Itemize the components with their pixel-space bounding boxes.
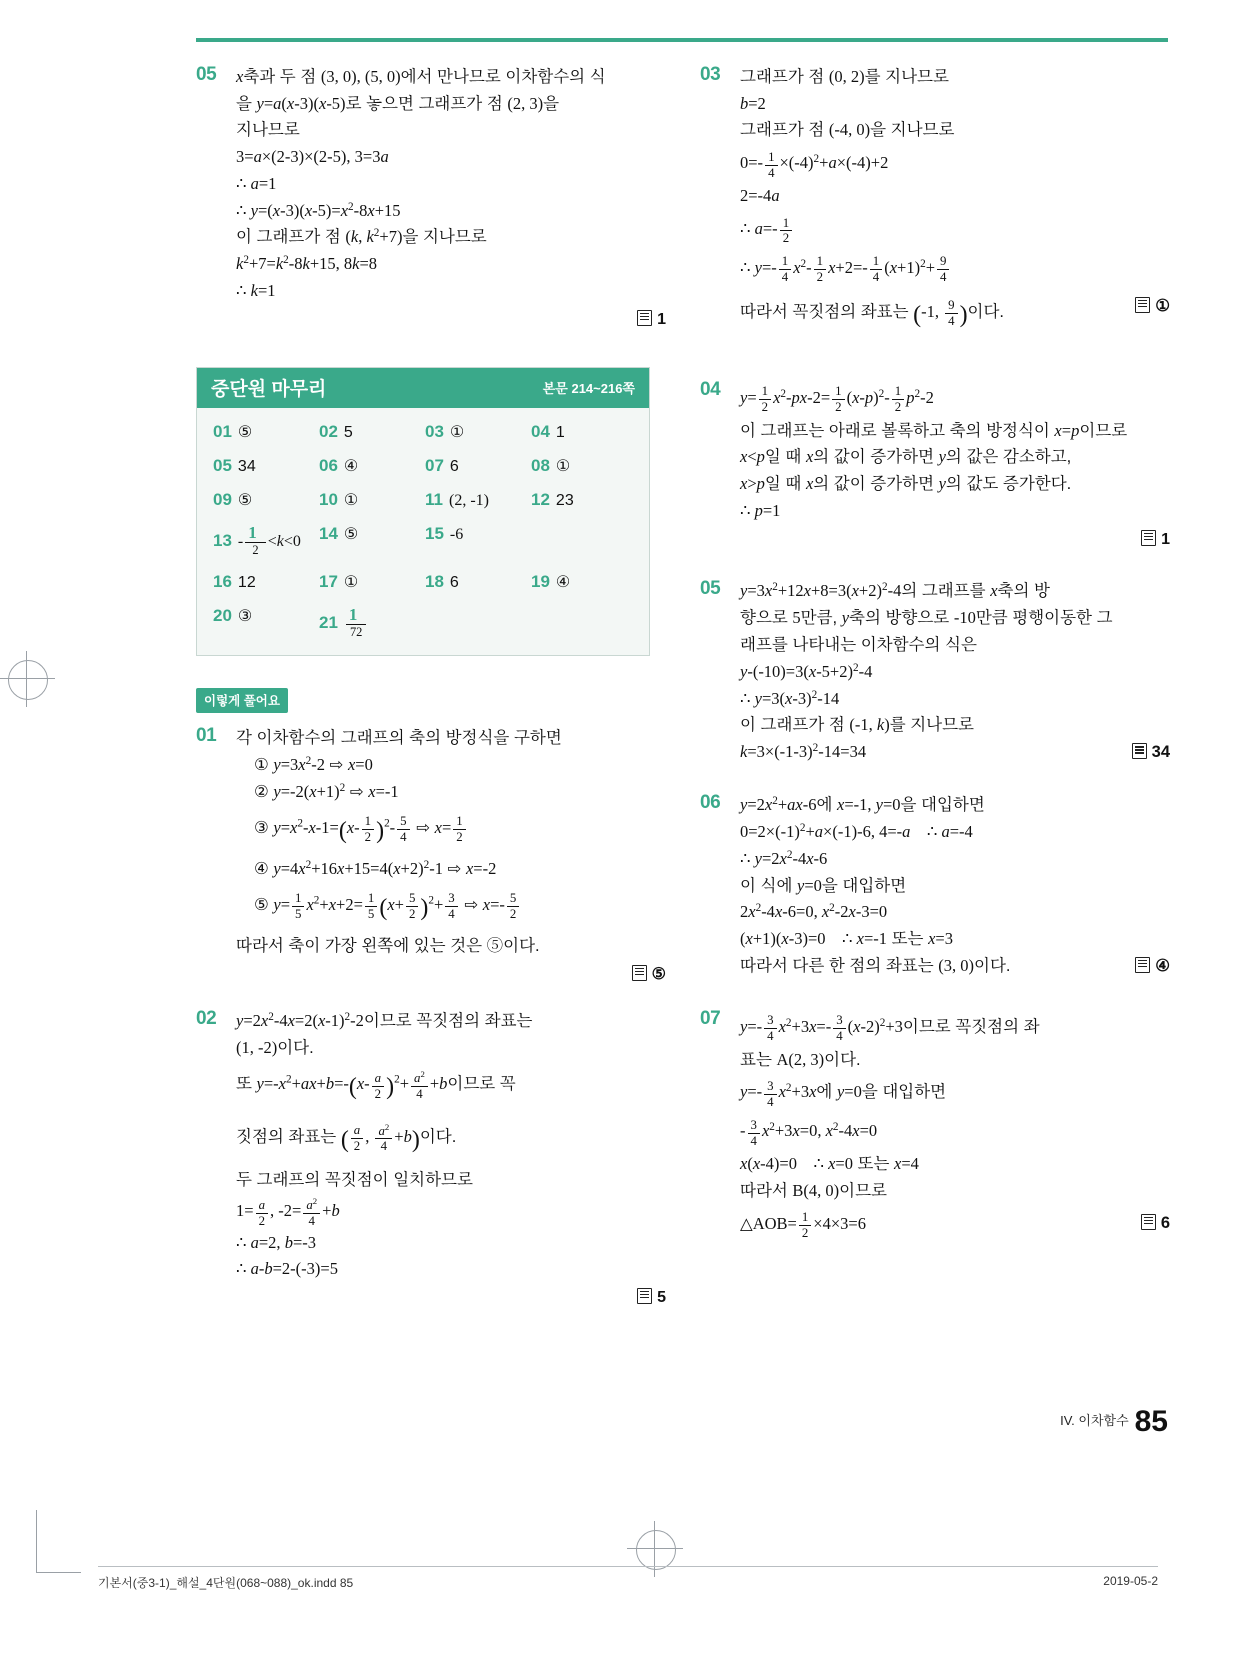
summary-item-value: ① — [449, 423, 465, 441]
answer-box-icon — [632, 965, 647, 981]
summary-item-number: 19 — [531, 571, 550, 591]
summary-answer-item — [425, 422, 527, 442]
item-body: y= $\frac{1}{2}$ $x^2-px-2=$ $\frac{1}{2}$ $(x-p)^2-$ $\frac{1}{2}$ $p^2-2$ 이 그래프는 아래로 볼록하고 축의 방정식이 x=p이므로 x<p일 때 x의 값이 증가하면 y의 값은 감소하고, x>p일 때 x의 값이 증가하면 y의 값도 증가한다. ∴ p=1 1 — [740, 379, 1170, 553]
item-conclusion: 따라서 축이 가장 왼쪽에 있는 것은 ⑤이다. — [236, 937, 540, 956]
solution-item-06 — [700, 792, 1170, 980]
summary-item-value: ④ — [343, 457, 359, 475]
summary-item-value: 23 — [555, 491, 574, 509]
summary-title: 중단원 마무리 — [211, 379, 327, 401]
summary-item-value: 6 — [449, 457, 459, 475]
summary-answer-item — [425, 606, 527, 640]
summary-answer-item — [213, 456, 315, 476]
summary-answer-item — [425, 456, 527, 476]
summary-item-number: 03 — [425, 421, 444, 441]
answer-line — [236, 1285, 666, 1311]
summary-item-number: 10 — [319, 489, 338, 509]
summary-answer-item — [213, 490, 315, 510]
summary-answer-item — [319, 606, 421, 640]
solution-item-03 — [700, 64, 1170, 343]
summary-item-value: ① — [343, 573, 359, 591]
answer-box-icon — [637, 310, 652, 326]
answer-box-icon — [1135, 957, 1150, 973]
page-number: 85 — [1134, 1405, 1168, 1438]
summary-answer-item — [425, 524, 527, 558]
summary-item-value: 1 — [555, 423, 565, 441]
answer-value: 6 — [1160, 1213, 1170, 1232]
solution-item-05-right — [700, 578, 1170, 766]
summary-item-number: 01 — [213, 421, 232, 441]
summary-answer-item — [531, 456, 633, 476]
summary-item-number: 02 — [319, 421, 338, 441]
answer-value: 34 — [1151, 743, 1170, 762]
answer-value: ④ — [1155, 957, 1170, 976]
item-number: 05 — [700, 578, 721, 600]
print-footer-filename: 기본서(중3-1)_해설_4단원(068~088)_ok.indd 85 — [98, 1576, 354, 1590]
summary-item-value: - $\frac{1}{2}$ <k<0 — [237, 522, 301, 558]
summary-answer-item — [319, 524, 421, 558]
summary-item-number: 16 — [213, 571, 232, 591]
summary-item-number: 13 — [213, 530, 232, 550]
summary-item-number: 14 — [319, 523, 338, 543]
summary-item-number: 21 — [319, 612, 338, 632]
summary-item-value: 12 — [237, 573, 256, 591]
summary-item-value: ⑤ — [237, 491, 253, 509]
summary-item-value: ⑤ — [237, 423, 253, 441]
summary-answer-item — [319, 422, 421, 442]
summary-answer-item — [319, 572, 421, 592]
item-body: y=- $\frac{3}{4}$ $x^2+3x=-$ $\frac{3}{4}$ $(x-2)^2+3$이므로 꼭짓점의 좌 표는 A(2, 3)이다. y=- $\frac{3}{4}$ $x^2+3x$에 y=0을 대입하면 - $\frac{3}{4}$ $x^2+3x=0$, $x^2-4x=0$ x(x-4)=0 ∴ x=0 또는 x=4 따라서 B(4, 0)이므로 △AOB= $\frac{1}{2}$ ×4×3=6 6 — [740, 1013, 1170, 1241]
solution-item-07 — [700, 1008, 1170, 1244]
how-to-solve-tag: 이렇게 풀어요 — [196, 688, 288, 713]
chapter-summary-box — [196, 367, 650, 656]
summary-item-value: ③ — [237, 607, 253, 625]
answer-box-icon — [637, 1288, 652, 1304]
summary-item-number: 17 — [319, 571, 338, 591]
summary-item-value: (2, -1) — [448, 491, 489, 509]
item-body: x축과 두 점 (3, 0), (5, 0)에서 만나므로 이차함수의 식 을 y=a(x-3)(x-5)로 놓으면 그래프가 점 (2, 3)을 지나므로 3=a×(2-3)×(2-5), 3=3a ∴ a=1 ∴ $y=(x-3)(x-5)=x^2-8x+15$ 이 그래프가 점 (k, $k^2+7$)을 지나므로 $k^2+7=k^2-8k+15$, 8k=8 ∴ k=1 1 — [236, 64, 666, 333]
summary-item-value: ① — [343, 491, 359, 509]
item-body: 각 이차함수의 그래프의 축의 방정식을 구하면 ① $y=3x^2-2$ ⇨ x=0 ② $y=-2(x+1)^2$ ⇨ x=-1 ③ $y=x^2-x-1=(x-$ $\frac{1}{2}$ )$^2$- $\frac{5}{4}$ ⇨ x= $\frac{1}{2}$ ④ $y=4x^2+16x+15=4(x+2)^2-1$ ⇨ x=-2 ⑤ y= $\frac{1}{5}$ $x^2+x+2=$ $\frac{1}{5}$ (x+ $\frac{5}{2}$ )$^2$+ $\frac{3}{4}$ ⇨ x=- $\frac{5}{2}$ 따라서 축이 가장 왼쪽에 있는 것은 ⑤이다. ⑤ — [236, 725, 666, 987]
summary-answer-grid — [197, 408, 649, 655]
answer-line — [740, 527, 1170, 553]
summary-answer-item — [531, 422, 633, 442]
summary-item-number: 08 — [531, 455, 550, 475]
item-number: 07 — [700, 1007, 721, 1029]
summary-item-value: ① — [555, 457, 571, 475]
answer-box-icon — [1141, 530, 1156, 546]
page-footer-number — [1060, 1405, 1168, 1439]
print-footer-date: 2019-05-2 — [1103, 1574, 1158, 1588]
solution-item-04 — [700, 379, 1170, 553]
summary-item-number: 15 — [425, 523, 444, 543]
summary-item-number: 20 — [213, 605, 232, 625]
item-number: 02 — [196, 1007, 217, 1029]
solution-item-05-left — [196, 64, 666, 333]
left-column — [196, 64, 666, 1331]
summary-item-value: 6 — [449, 573, 459, 591]
summary-item-value: $\frac{1}{72}$ — [346, 606, 367, 640]
summary-item-value: ⑤ — [343, 525, 359, 543]
answer-value: ⑤ — [651, 965, 666, 983]
summary-item-number: 06 — [319, 455, 338, 475]
summary-item-value: ④ — [555, 573, 571, 591]
answer-value: 1 — [657, 310, 666, 328]
answer-value: 1 — [1161, 530, 1170, 548]
summary-page-ref: 본문 214~216쪽 — [542, 381, 635, 397]
right-column — [700, 64, 1170, 1264]
item-body: $y=2x^2-4x=2(x-1)^2-2$이므로 꼭짓점의 좌표는 (1, -2)이다. 또 $y=-x^2+ax+b=-(x-$ $\frac{a}{2}$ )$^2$+ $\frac{a^2}{4}$ +b이므로 꼭 짓점의 좌표는 ( $\frac{a}{2}$ , $\frac{a^2}{4}$ +b)이다. 두 그래프의 꼭짓점이 일치하므로 1= $\frac{a}{2}$ , -2= $\frac{a^2}{4}$ +b ∴ a=2, b=-3 ∴ a-b=2-(-3)=5 5 — [236, 1008, 666, 1311]
summary-answer-item — [531, 524, 633, 558]
answer-box-icon — [1132, 743, 1147, 759]
item-intro: 각 이차함수의 그래프의 축의 방정식을 구하면 — [236, 729, 562, 748]
chapter-label: IV. 이차함수 — [1060, 1413, 1129, 1428]
summary-item-value: 5 — [343, 423, 353, 441]
answer-box-icon — [1135, 297, 1150, 313]
answer-value: ① — [1155, 296, 1170, 315]
summary-item-value: -6 — [449, 525, 464, 543]
item-body: $y=2x^2+ax-6$에 x=-1, y=0을 대입하면 $0=2\times(-1)^2+a\times(-1)-6$, 4=-a ∴ a=-4 ∴ $y=2x^2-4x-6$ 이 식에 y=0을 대입하면 $2x^2-4x-6=0$, $x^2-2x-3=0$ (x+1)(x-3)=0 ∴ x=-1 또는 x=3 따라서 다른 한 점의 좌표는 (3, 0)이다. ④ — [740, 795, 1170, 976]
summary-item-number: 04 — [531, 421, 550, 441]
summary-item-number: 11 — [425, 489, 443, 509]
summary-header — [197, 368, 649, 408]
summary-answer-item — [425, 572, 527, 592]
summary-item-number: 09 — [213, 489, 232, 509]
item-number: 01 — [196, 725, 217, 747]
summary-answer-item — [213, 524, 315, 558]
solution-item-02 — [196, 1008, 666, 1311]
summary-item-value: 34 — [237, 457, 256, 475]
answer-line — [236, 307, 666, 333]
print-footer — [98, 1566, 1158, 1591]
item-number: 05 — [196, 64, 217, 85]
answer-line — [236, 962, 666, 988]
item-body: 그래프가 점 (0, 2)를 지나므로 b=2 그래프가 점 (-4, 0)을 지나므로 0=- $\frac{1}{4}$ $\times(-4)^2+a\times(-4)+2$ 2=-4a ∴ a=- $\frac{1}{2}$ ∴ y=- $\frac{1}{4}$ $x^2-$ $\frac{1}{2}$ x+2=- $\frac{1}{4}$ $(x+1)^2+$ $\frac{9}{4}$ 따라서 꼭짓점의 좌표는 (-1, $\frac{9}{4}$ )이다. ① — [740, 67, 1170, 329]
item-number: 03 — [700, 64, 721, 85]
summary-answer-item — [319, 490, 421, 510]
summary-item-number: 05 — [213, 455, 232, 475]
summary-item-number: 12 — [531, 489, 550, 509]
item-number: 04 — [700, 378, 721, 400]
summary-item-number: 18 — [425, 571, 444, 591]
answer-box-icon — [1141, 1214, 1156, 1230]
summary-item-number: 07 — [425, 455, 444, 475]
summary-answer-item — [425, 490, 527, 510]
summary-answer-item — [213, 422, 315, 442]
solution-item-01 — [196, 725, 666, 987]
item-body: $y=3x^2+12x+8=3(x+2)^2-4$의 그래프를 x축의 방 향으로 5만큼, y축의 방향으로 -10만큼 평행이동한 그 래프를 나타내는 이차함수의 식은 $y-(-10)=3(x-5+2)^2-4$ ∴ $y=3(x-3)^2-14$ 이 그래프가 점 (-1, k)를 지나므로 $k=3\times(-1-3)^2-14=34$ 34 — [740, 581, 1170, 762]
item-number: 06 — [700, 792, 721, 814]
summary-answer-item — [319, 456, 421, 476]
summary-answer-item — [531, 572, 633, 592]
answer-value: 5 — [657, 1288, 666, 1306]
summary-answer-item — [531, 490, 633, 510]
summary-answer-item — [213, 606, 315, 640]
summary-answer-item — [531, 606, 633, 640]
summary-answer-item — [213, 572, 315, 592]
